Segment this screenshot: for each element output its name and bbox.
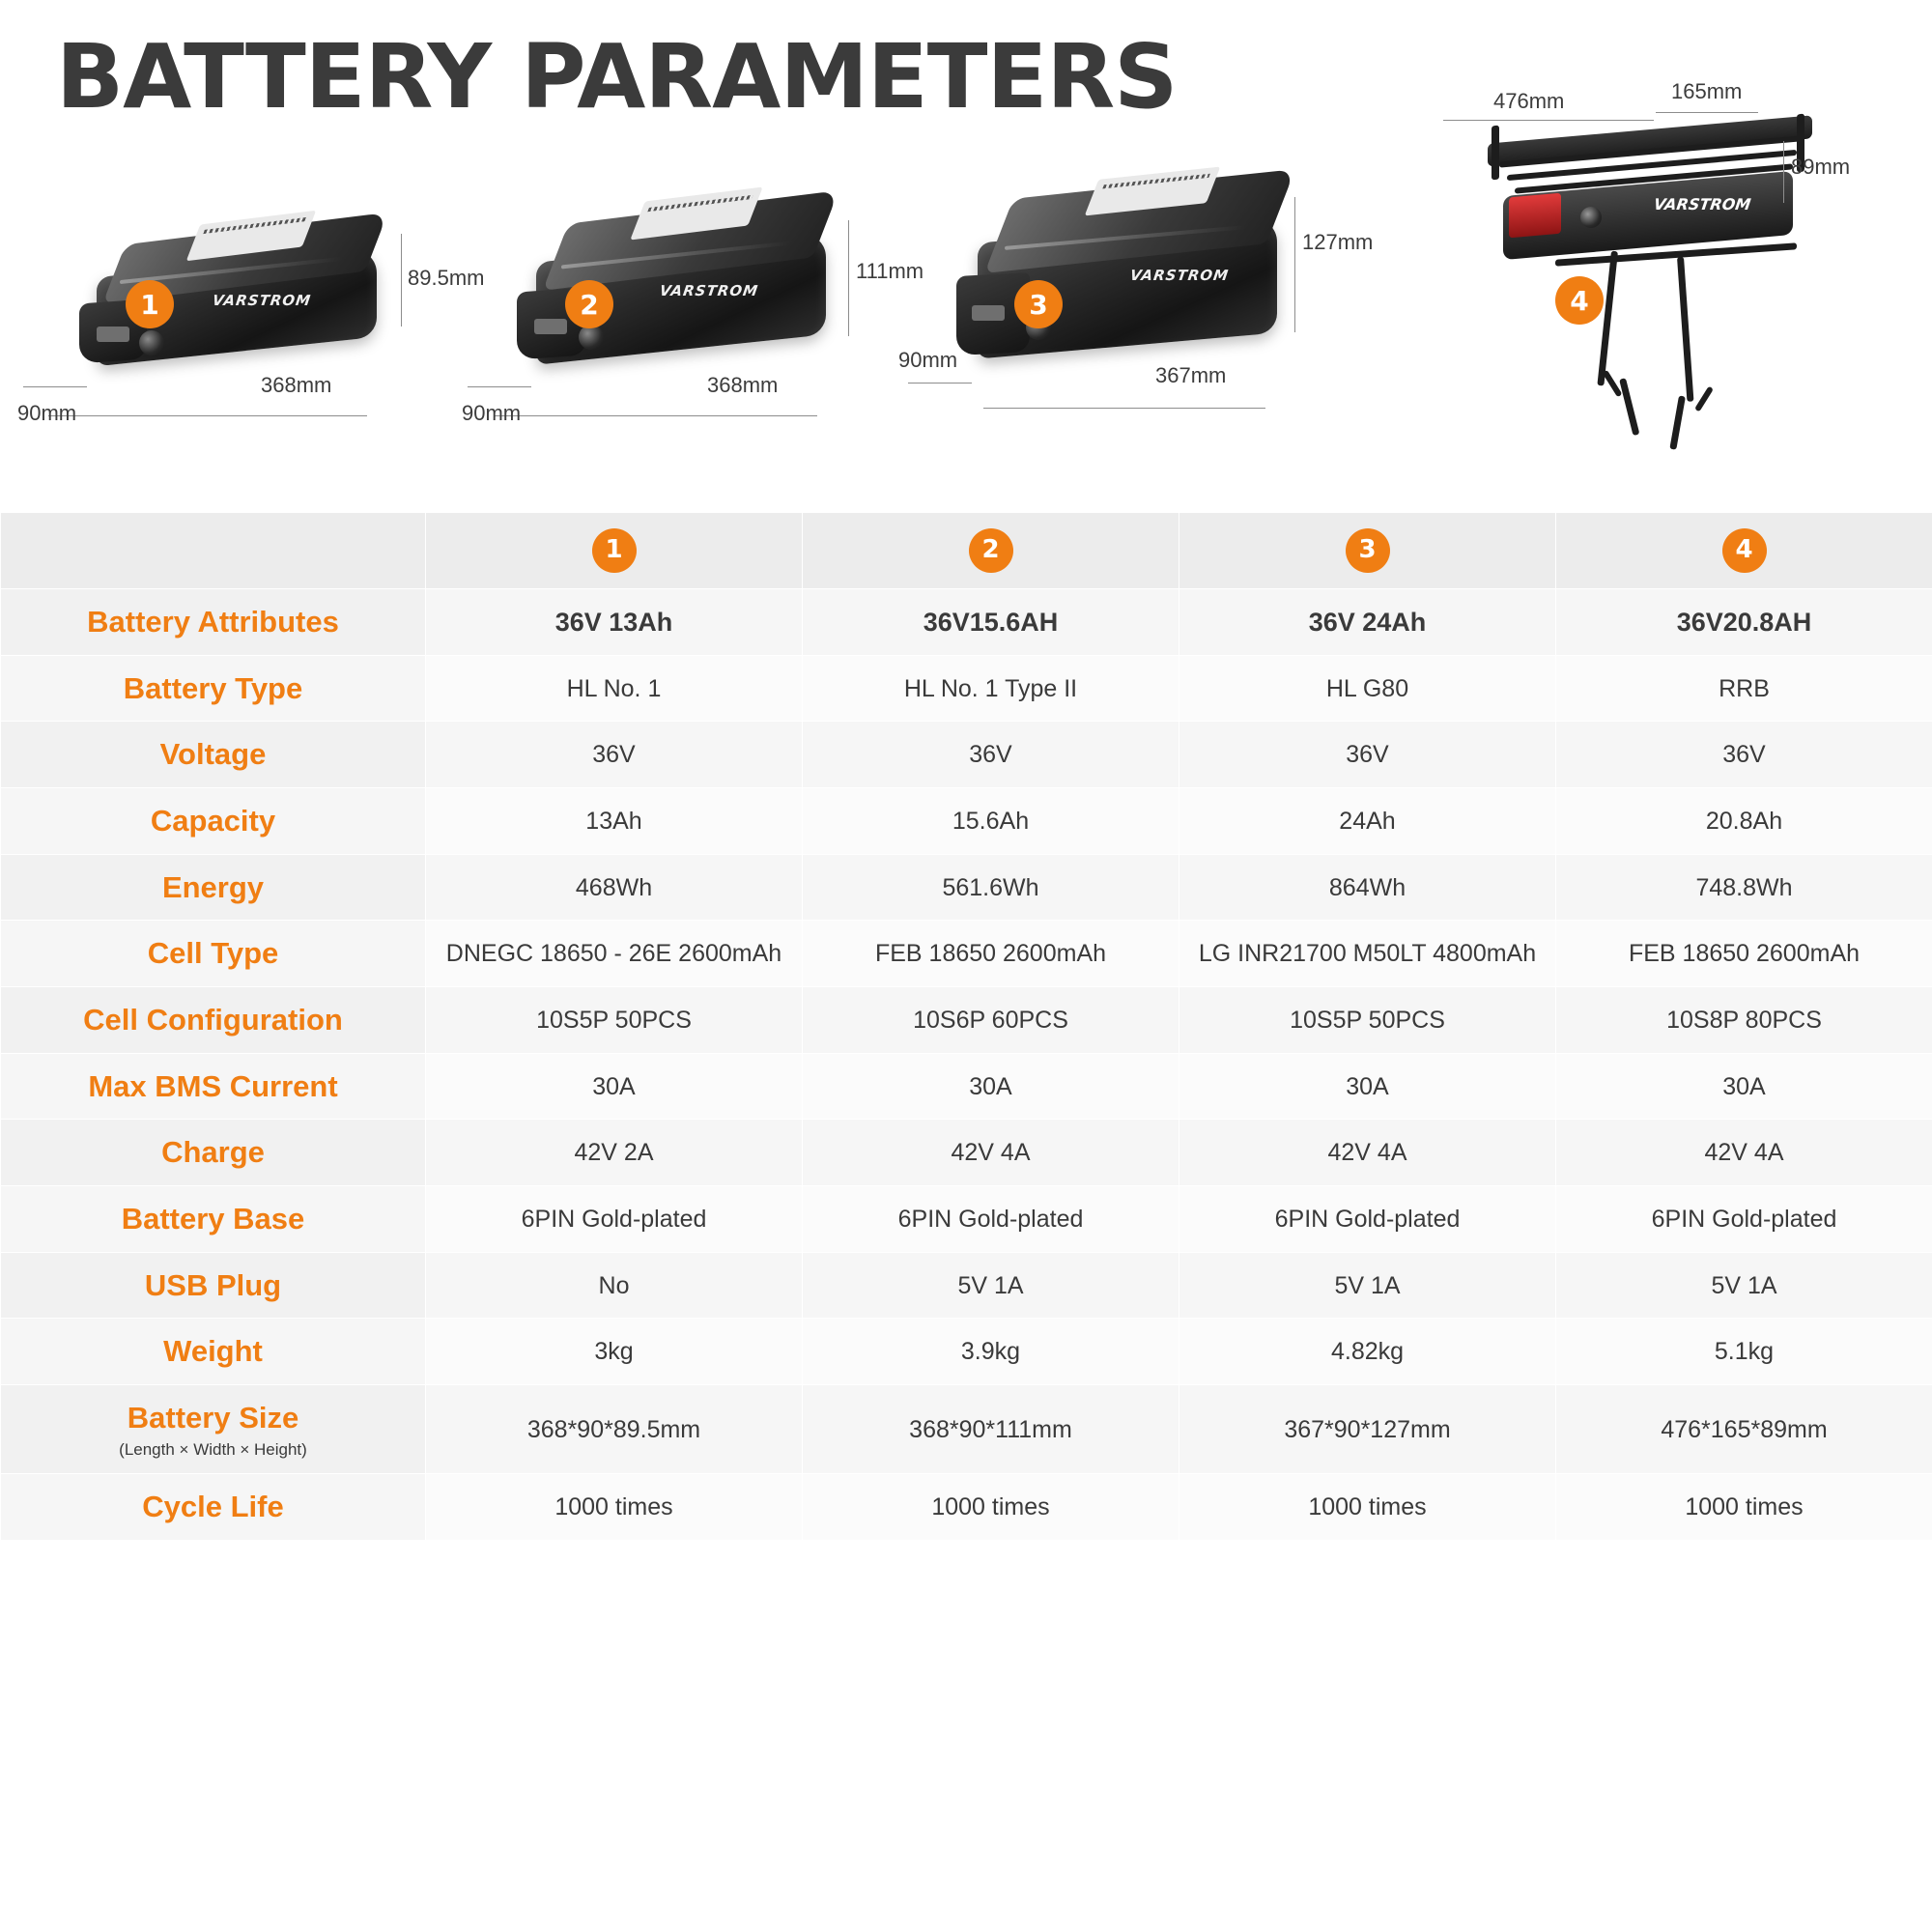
product-3-length-label: 367mm [1155, 363, 1227, 387]
cell-battery-size-3: 367*90*127mm [1179, 1385, 1556, 1474]
table-row [1, 788, 1932, 855]
column-badge-2: 2 [969, 528, 1013, 573]
product-1-height-label: 89.5mm [408, 266, 485, 290]
tail-light [1509, 193, 1561, 239]
cell-voltage-3: 36V [1179, 722, 1556, 788]
row-label-battery-base: Battery Base [1, 1186, 426, 1253]
cell-cycle-life-2: 1000 times [803, 1474, 1179, 1541]
product-2-width-label: 90mm [462, 401, 522, 425]
table-row [1, 655, 1932, 722]
cell-charge-1: 42V 2A [426, 1120, 803, 1186]
product-1-badge: 1 [126, 280, 174, 328]
dim-line [983, 408, 1265, 409]
cell-cell-type-4: FEB 18650 2600mAh [1556, 921, 1932, 987]
row-label-voltage: Voltage [1, 722, 426, 788]
column-badge-4: 4 [1722, 528, 1767, 573]
row-label-weight: Weight [1, 1319, 426, 1385]
column-badge-1: 1 [592, 528, 637, 573]
cell-max-bms-current-3: 30A [1179, 1053, 1556, 1120]
row-label-usb-plug: USB Plug [1, 1252, 426, 1319]
cell-usb-plug-2: 5V 1A [803, 1252, 1179, 1319]
cell-usb-plug-3: 5V 1A [1179, 1252, 1556, 1319]
column-header-1 [426, 513, 803, 589]
cell-battery-attributes-3: 36V 24Ah [1179, 589, 1556, 656]
cell-cell-type-3: LG INR21700 M50LT 4800mAh [1179, 921, 1556, 987]
dim-line [495, 415, 817, 416]
dim-line [48, 415, 367, 416]
cell-battery-attributes-1: 36V 13Ah [426, 589, 803, 656]
dim-line [1656, 112, 1758, 113]
cell-battery-base-4: 6PIN Gold-plated [1556, 1186, 1932, 1253]
row-label-capacity: Capacity [1, 788, 426, 855]
product-3-height-label: 127mm [1302, 230, 1374, 254]
table-row [1, 987, 1932, 1054]
row-label-battery-size [1, 1385, 426, 1474]
table-row [1, 1252, 1932, 1319]
cell-cell-configuration-4: 10S8P 80PCS [1556, 987, 1932, 1054]
table-row [1, 722, 1932, 788]
product-4-height-label: 89mm [1791, 155, 1851, 179]
row-label-cell-configuration: Cell Configuration [1, 987, 426, 1054]
product-1-width-label: 90mm [17, 401, 77, 425]
product-4-badge: 4 [1555, 276, 1604, 325]
table-row [1, 1319, 1932, 1385]
dim-line [908, 383, 972, 384]
hero-section [0, 0, 1932, 512]
product-4-width-label: 165mm [1671, 79, 1743, 103]
battery-2-logo: VARSTROM [658, 282, 760, 299]
row-label-cell-type: Cell Type [1, 921, 426, 987]
cell-cycle-life-4: 1000 times [1556, 1474, 1932, 1541]
cell-cell-type-2: FEB 18650 2600mAh [803, 921, 1179, 987]
cell-weight-2: 3.9kg [803, 1319, 1179, 1385]
row-label-battery-size-text: Battery Size [127, 1401, 299, 1435]
cell-charge-4: 42V 4A [1556, 1120, 1932, 1186]
cell-battery-size-4: 476*165*89mm [1556, 1385, 1932, 1474]
row-label-battery-attributes: Battery Attributes [1, 589, 426, 656]
cell-charge-2: 42V 4A [803, 1120, 1179, 1186]
dim-line [23, 386, 87, 387]
cell-battery-type-2: HL No. 1 Type II [803, 655, 1179, 722]
column-badge-3: 3 [1346, 528, 1390, 573]
header-spacer [1, 513, 426, 589]
cell-battery-type-1: HL No. 1 [426, 655, 803, 722]
dim-line [1294, 197, 1295, 332]
cell-cell-configuration-1: 10S5P 50PCS [426, 987, 803, 1054]
battery-3-logo: VARSTROM [1128, 267, 1231, 284]
product-1-figure [17, 193, 485, 444]
table-row [1, 1120, 1932, 1186]
cell-battery-type-4: RRB [1556, 655, 1932, 722]
column-header-4 [1556, 513, 1932, 589]
row-label-charge: Charge [1, 1120, 426, 1186]
cell-energy-4: 748.8Wh [1556, 854, 1932, 921]
dim-line [1443, 120, 1654, 121]
table-row [1, 589, 1932, 656]
table-row [1, 1053, 1932, 1120]
column-header-2 [803, 513, 1179, 589]
cell-energy-1: 468Wh [426, 854, 803, 921]
cell-energy-3: 864Wh [1179, 854, 1556, 921]
cell-voltage-2: 36V [803, 722, 1179, 788]
row-label-energy: Energy [1, 854, 426, 921]
cell-capacity-4: 20.8Ah [1556, 788, 1932, 855]
cell-cycle-life-1: 1000 times [426, 1474, 803, 1541]
cell-weight-3: 4.82kg [1179, 1319, 1556, 1385]
product-3-figure [898, 174, 1374, 444]
rack-battery-logo: VARSTROM [1652, 195, 1752, 213]
row-label-cycle-life: Cycle Life [1, 1474, 426, 1541]
product-3-badge: 3 [1014, 280, 1063, 328]
cell-battery-type-3: HL G80 [1179, 655, 1556, 722]
column-header-3 [1179, 513, 1556, 589]
product-1-length-label: 368mm [261, 373, 332, 397]
cell-battery-attributes-4: 36V20.8AH [1556, 589, 1932, 656]
cell-capacity-2: 15.6Ah [803, 788, 1179, 855]
cell-max-bms-current-4: 30A [1556, 1053, 1932, 1120]
battery-3-image [956, 174, 1304, 396]
cell-capacity-3: 24Ah [1179, 788, 1556, 855]
product-4-figure [1391, 79, 1893, 502]
cell-battery-base-3: 6PIN Gold-plated [1179, 1186, 1556, 1253]
product-3-width-label: 90mm [898, 348, 958, 372]
dim-line [468, 386, 531, 387]
product-2-length-label: 368mm [707, 373, 779, 397]
row-label-max-bms-current: Max BMS Current [1, 1053, 426, 1120]
product-2-height-label: 111mm [856, 259, 924, 283]
table-row [1, 1474, 1932, 1541]
cell-battery-attributes-2: 36V15.6AH [803, 589, 1179, 656]
cell-voltage-1: 36V [426, 722, 803, 788]
cell-energy-2: 561.6Wh [803, 854, 1179, 921]
cell-weight-1: 3kg [426, 1319, 803, 1385]
product-2-figure [462, 184, 924, 444]
table-row [1, 1186, 1932, 1253]
cell-battery-size-1: 368*90*89.5mm [426, 1385, 803, 1474]
cell-charge-3: 42V 4A [1179, 1120, 1556, 1186]
battery-1-logo: VARSTROM [211, 292, 313, 309]
row-label-battery-type: Battery Type [1, 655, 426, 722]
page-title: BATTERY PARAMETERS [56, 25, 1178, 128]
cell-cell-type-1: DNEGC 18650 - 26E 2600mAh [426, 921, 803, 987]
cell-cell-configuration-3: 10S5P 50PCS [1179, 987, 1556, 1054]
dim-line [1783, 141, 1784, 203]
cell-battery-size-2: 368*90*111mm [803, 1385, 1179, 1474]
product-2-badge: 2 [565, 280, 613, 328]
table-row [1, 1385, 1932, 1474]
product-4-length-label: 476mm [1493, 89, 1565, 113]
table-header-row [1, 513, 1932, 589]
cell-weight-4: 5.1kg [1556, 1319, 1932, 1385]
specs-table [0, 512, 1932, 1541]
cell-cell-configuration-2: 10S6P 60PCS [803, 987, 1179, 1054]
cell-capacity-1: 13Ah [426, 788, 803, 855]
table-row [1, 854, 1932, 921]
cell-cycle-life-3: 1000 times [1179, 1474, 1556, 1541]
dim-line [848, 220, 849, 336]
cell-voltage-4: 36V [1556, 722, 1932, 788]
table-row [1, 921, 1932, 987]
cell-battery-base-2: 6PIN Gold-plated [803, 1186, 1179, 1253]
row-label-battery-size-sub: (Length × Width × Height) [119, 1439, 307, 1459]
cell-max-bms-current-1: 30A [426, 1053, 803, 1120]
dim-line [401, 234, 402, 327]
cell-battery-base-1: 6PIN Gold-plated [426, 1186, 803, 1253]
cell-max-bms-current-2: 30A [803, 1053, 1179, 1120]
cell-usb-plug-1: No [426, 1252, 803, 1319]
cell-usb-plug-4: 5V 1A [1556, 1252, 1932, 1319]
